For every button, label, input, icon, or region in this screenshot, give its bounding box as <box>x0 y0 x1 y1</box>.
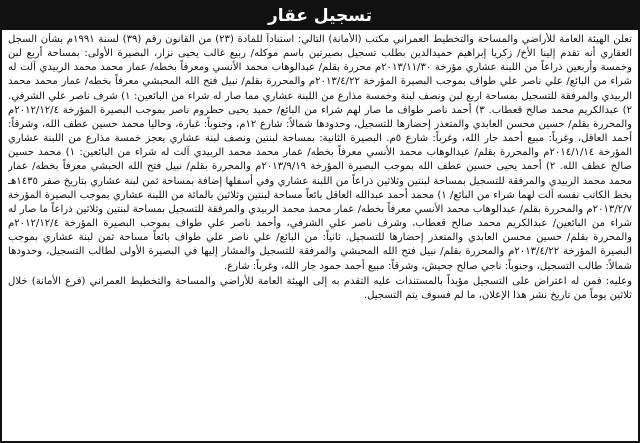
notice-title: تسجيل عقار <box>268 6 372 26</box>
notice-main-paragraph: تعلن الهيئة العامة للأراضي والمساحة والتخطيط العمراني مكتب (الأمانة) التالي: استناداً للمادة (٢٣) من القانون رقم (٣٩) لسنة ١٩٩١م بشأن السجل العقاري أنه تقدم إلينا الأخ/ زكريا إبراهيم حميدالدين بطلب تسجيل بصيرتين باسم موكله/ ربيع غالب يحيى نزار، البصيرة الأولى: بمساحة أربع لبن وخمسة وأربعين ذراعاً من اللبنة عشاري مؤرخة ٢٠١٣/١١/٣٠م محررة بقلم/ عبدالوهاب محمد الأنسي ومعرفاً بخطه/ عمار محمد محمد الربيدي آلت له شراء من البائع/ علي ناصر علي طواف بموجب البصيرة المؤرخة ٢٠١٣/٤/٢٢م والمحررة بقلم/ نبيل فتح الله المحبشي معرفاً بخطه/ عمار محمد محمد الربيدي والمرفقة للتسجيل بمساحة اربع لبن ونصف لبنة وخمسة مذارع من اللبنة عشاري مما صار له شراء من البائعين: ١) شرف ناصر علي الشرفي. ٢) عبدالكريم محمد صالح قعطاب. ٣) أحمد ناصر طواف ما صار لهم شراء من البائع/ حميد يحيى حطروم ناصر بموجب البصيرة المؤرخة ٢٠١٢/١٢/٤م والمحررة بقلم/ حسين محسن العابدي والمتعذر إحضارها للتسجيل، وحدودها شمالاً: شارع ١٢م، وجنوباً: غبارة، وحاليا محمد حسين عطف الله، وشرقاً: أحمد العاقل، وغرباً: مبيع أحمد جار الله، وغرباً: شارع ٥م. البصيرة الثانية: بمساحة لبنتين ونصف لبنة عشاري يعجز خمسة مذارع من اللبنة عشاري المؤرخة ٢٠١٤/١/١٤م والمحررة بقلم/ عبدالوهاب محمد الأنسي معرفاً بخطه/ عمار محمد محمد الربيدي آلت له شراء من البائعين: ١) محمد حسين صالح عطف الله. ٢) أحمد يحيى حسين عطف الله بموجب البصيرة المؤرخة ٢٠١٣/٩/١٩م والمحررة بقلم/ نبيل فتح الله الحبشي معرفاً بخطه/ عمار محمد محمد الربيدي والمرفقة للتسجيل بمساحة لبنتين وثلاثين ذراعاً من اللبنة عشاري وفي أسفلها إضافة بمساحة ثمن لبنة عشاري بتاريخ صفر ١٤٣٥هـ بخط الكاتب نفسه آلت لهما شراء من البائع/ ١) محمد أحمد عبدالله العاقل بائعاً مساحة لبنتين وثلاثين بالمائة من اللبنة عشاري بموجب البصيرة المؤرخة ٢٠١٣/٢/٧م والمحررة بقلم/ عبدالوهاب محمد الأنسي معرفاً بخطه/ عمار محمد محمد الربيدي والمرفقة للتسجيل بمساحة لبنتين وثلاثين ذراعاً ما صار له شراء من البائعين/ عبدالكريم محمد صالح قعطاب، وشرف ناصر علي الشرفي، وأحمد ناصر علي طواف بموجب البصيرة المؤرخة ٢٠١٢/١٢/٤م والمحررة بقلم/ حسين محسن العابدي والمتعذر إحضارها للتسجيل. ثانياً: من البائع/ علي ناصر علي طواف بائعاً مساحة ثمن لبنة عشاري بموجب البصيرة المؤرخة ٢٠١٣/٤/٢٢م والمحررة بقلم/ نبيل فتح الله المحبشي والمرفقة للتسجيل والمشار إليها في البصيرة الأولى لطالب التسجيل، وحدودها شمالاً: طالب التسجيل، وجنوباً: ناجي صالح جحيش، وشرقاً: مبيع أحمد حمود جار الله، وغرباً: شارع. <box>8 34 632 272</box>
notice-title-bar <box>2 2 638 30</box>
notice-body <box>8 33 632 439</box>
notice-closing-paragraph: وعليه: فمن له اعتراض على التسجيل مؤيداً بالمستندات عليه التقدم به إلى الهيئة العامة للأراضي والمساحة والتخطيط العمراني (فرع الأمانة) خلال ثلاثين يوماً من تاريخ نشر هذا الإعلان، ما لم فسوف يتم التسجيل. <box>8 275 632 301</box>
